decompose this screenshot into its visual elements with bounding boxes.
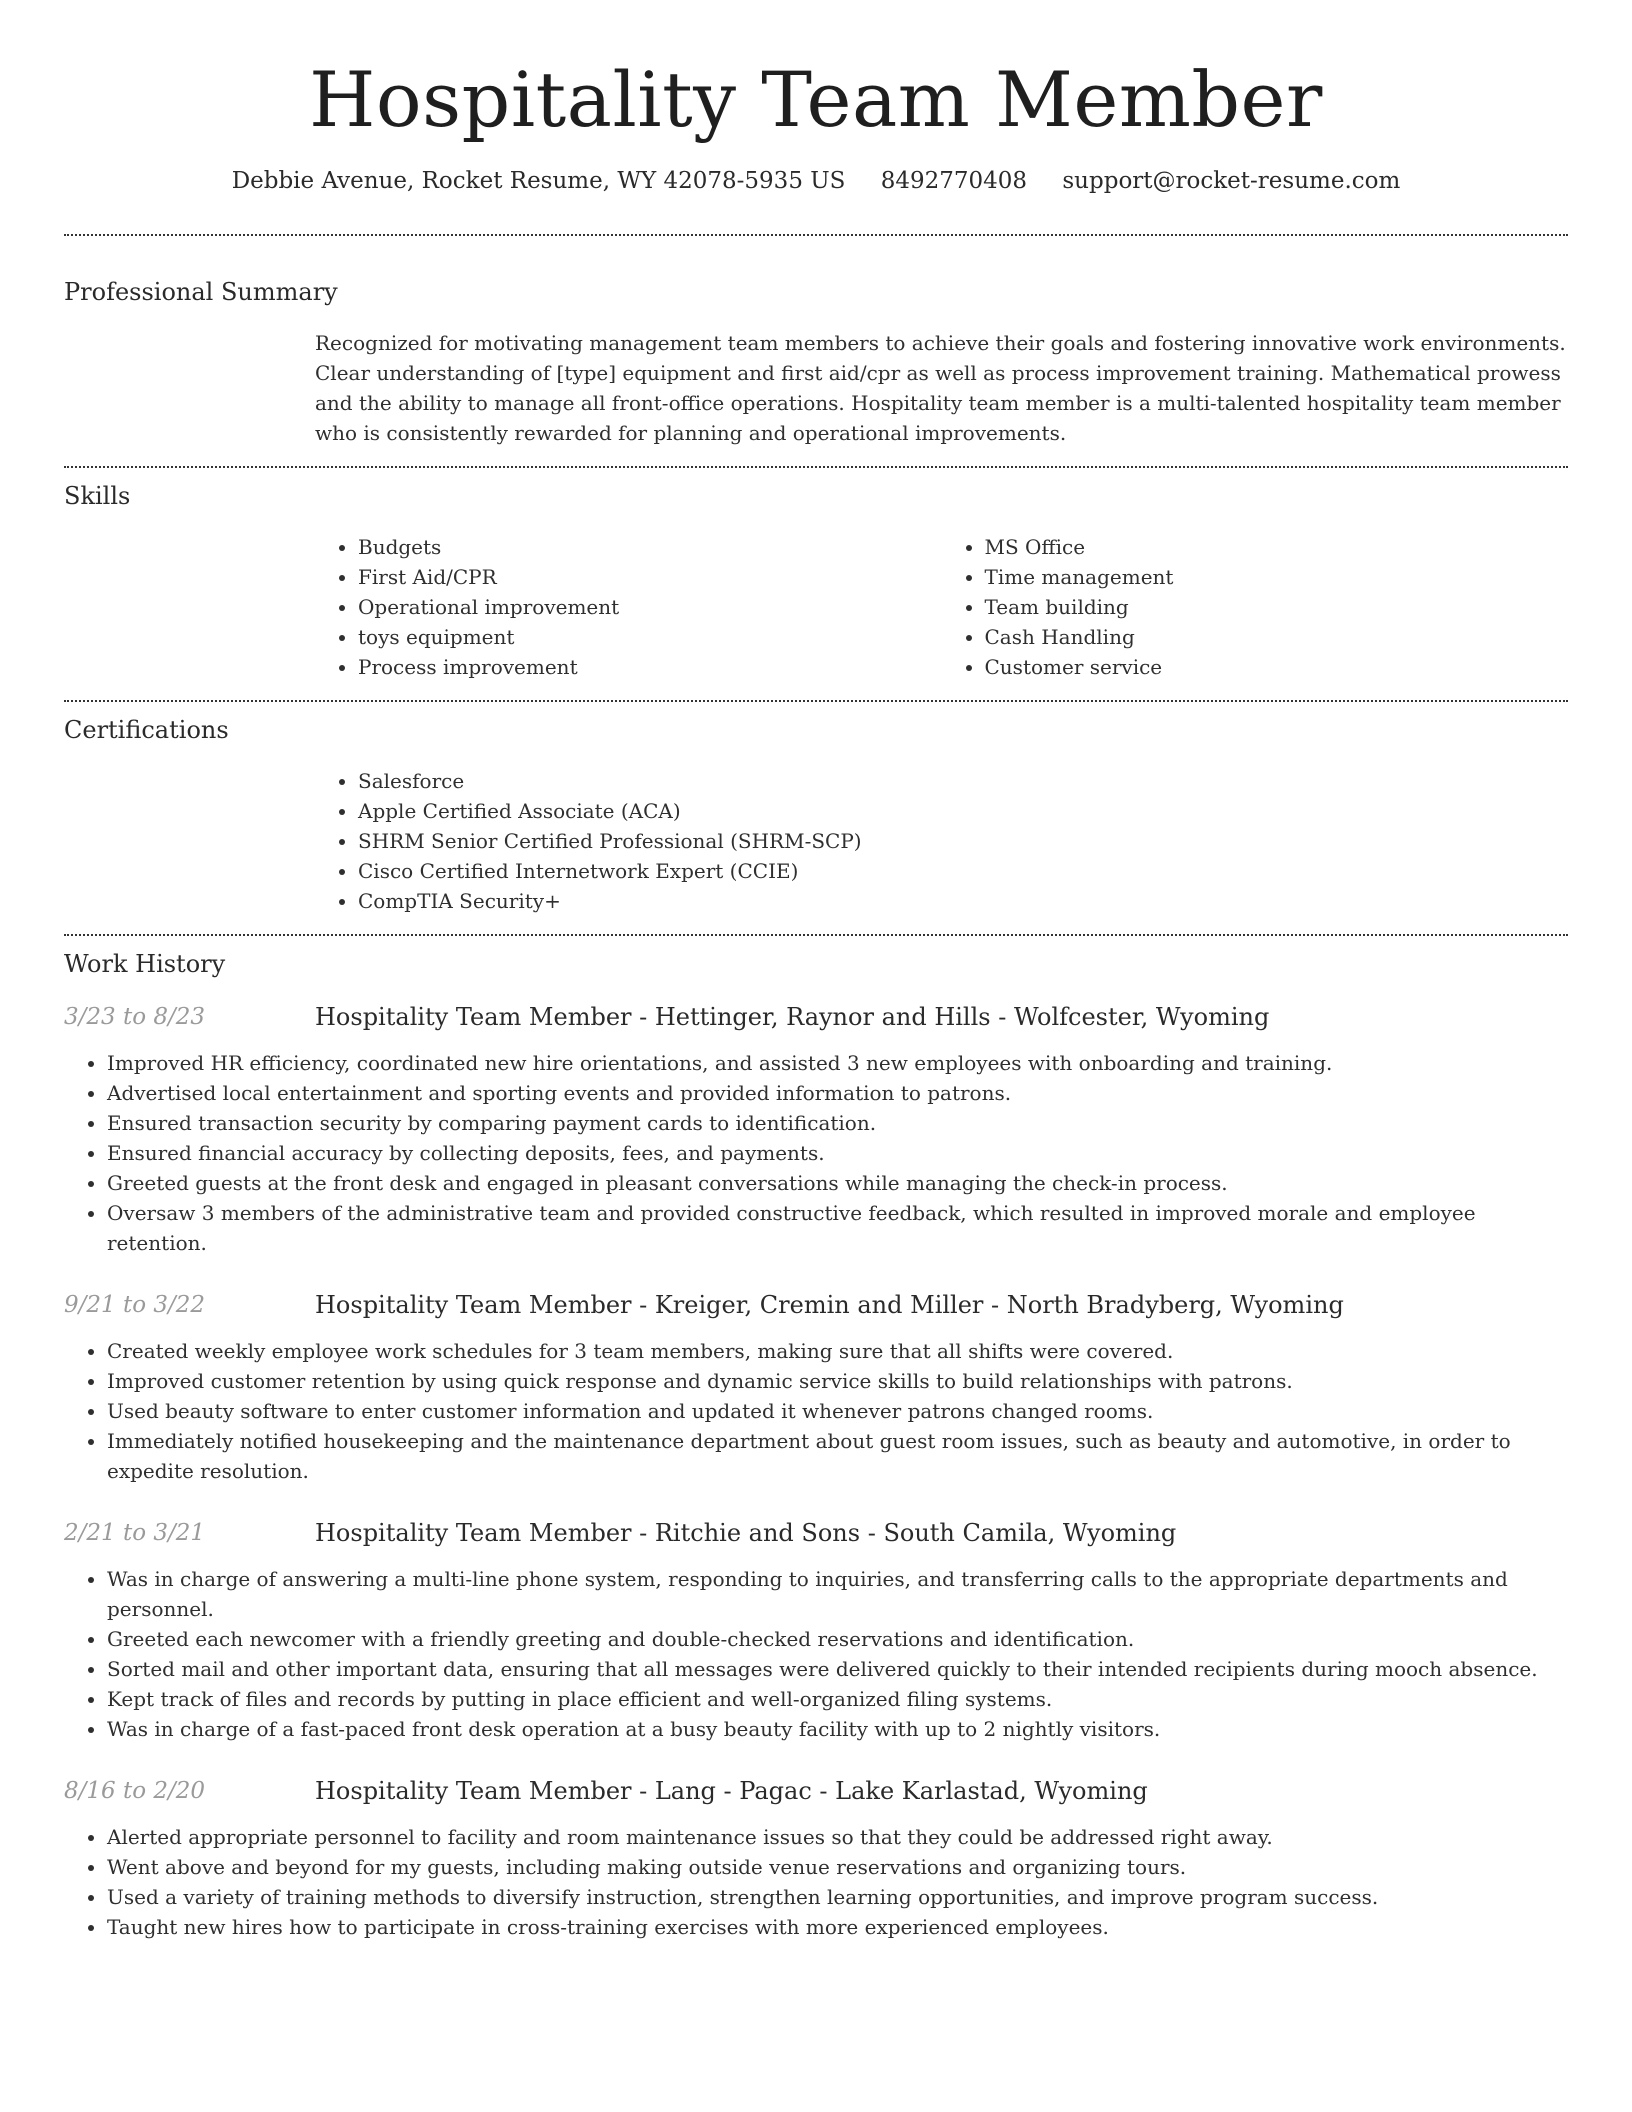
divider [64, 234, 1568, 236]
list-item: • Created weekly employee work schedules for 3 team members, making sure that all shifts were covered. [107, 1336, 1568, 1366]
job-title: Hospitality Team Member - Kreiger, Cremin and Miller - North Bradyberg, Wyoming [315, 1291, 1344, 1319]
list-item: • Greeted guests at the front desk and engaged in pleasant conversations while managing the check-in process. [107, 1168, 1568, 1198]
contact-line [64, 168, 1568, 194]
list-item: • SHRM Senior Certified Professional (SHRM-SCP) [358, 826, 1568, 856]
job-bullets [64, 1564, 1568, 1744]
job-title: Hospitality Team Member - Hettinger, Raynor and Hills - Wolfcester, Wyoming [315, 1003, 1270, 1031]
divider [64, 466, 1568, 468]
phone: 8492770408 [880, 168, 1028, 194]
job-bullets [64, 1336, 1568, 1486]
list-item: • Improved customer retention by using quick response and dynamic service skills to build relationships with patrons. [107, 1366, 1568, 1396]
email: support@rocket-resume.com [1062, 168, 1401, 194]
list-item: • Went above and beyond for my guests, including making outside venue reservations and organizing tours. [107, 1852, 1568, 1882]
skills-columns [315, 532, 1568, 682]
list-item: • Immediately notified housekeeping and the maintenance department about guest room issues, such as beauty and automotive, in order to expedite resolution. [107, 1426, 1568, 1486]
list-item: • Used a variety of training methods to diversify instruction, strengthen learning opportunities, and improve program success. [107, 1882, 1568, 1912]
list-item: • Alerted appropriate personnel to facility and room maintenance issues so that they could be addressed right away. [107, 1822, 1568, 1852]
list-item: • Time management [985, 562, 1569, 592]
candidate-name: Hospitality Team Member [309, 55, 1323, 144]
list-item: • Cisco Certified Internetwork Expert (CCIE) [358, 856, 1568, 886]
list-item: • Salesforce [358, 766, 1568, 796]
list-item: • Customer service [985, 652, 1569, 682]
list-item: • Greeted each newcomer with a friendly greeting and double-checked reservations and identification. [107, 1624, 1568, 1654]
list-item: • Used beauty software to enter customer information and updated it whenever patrons changed rooms. [107, 1396, 1568, 1426]
list-item: • Ensured financial accuracy by collecting deposits, fees, and payments. [107, 1138, 1568, 1168]
summary-text: Recognized for motivating management team members to achieve their goals and fostering innovative work environments. Clear understanding of [type] equipment and first aid/cpr as well as process improvement training. Mathematical prowess and the ability to manage all front-office operations. Hospitality team member is a multi-talented hospitality team member who is consistently rewarded for planning and operational improvements. [315, 331, 1566, 445]
divider [64, 700, 1568, 702]
list-item: • Was in charge of a fast-paced front desk operation at a busy beauty facility with up to 2 nightly visitors. [107, 1714, 1568, 1744]
section-title-work-history: Work History [64, 950, 226, 978]
section-title-summary: Professional Summary [64, 278, 338, 306]
job-date: 9/21 to 3/22 [64, 1292, 206, 1318]
job-bullets [64, 1822, 1568, 1942]
list-item: • Advertised local entertainment and sporting events and provided information to patrons. [107, 1078, 1568, 1108]
job-entry [64, 1774, 1568, 1942]
list-item: • Team building [985, 592, 1569, 622]
divider [64, 934, 1568, 936]
list-item: • Cash Handling [985, 622, 1569, 652]
list-item: • toys equipment [358, 622, 942, 652]
list-item: • Taught new hires how to participate in cross-training exercises with more experienced employees. [107, 1912, 1568, 1942]
list-item: • Ensured transaction security by comparing payment cards to identification. [107, 1108, 1568, 1138]
certifications-list [315, 766, 1568, 916]
address: Debbie Avenue, Rocket Resume, WY 42078-5935 US [231, 168, 846, 194]
section-title-skills: Skills [64, 482, 131, 510]
list-item: • Apple Certified Associate (ACA) [358, 796, 1568, 826]
list-item: • MS Office [985, 532, 1569, 562]
list-item: • Budgets [358, 532, 942, 562]
job-date: 2/21 to 3/21 [64, 1520, 206, 1546]
job-title: Hospitality Team Member - Lang - Pagac - Lake Karlastad, Wyoming [315, 1777, 1148, 1805]
list-item: • Oversaw 3 members of the administrative team and provided constructive feedback, which resulted in improved morale and employee retention. [107, 1198, 1568, 1258]
skills-list-right [942, 532, 1569, 682]
job-entry [64, 1000, 1568, 1258]
job-bullets [64, 1048, 1568, 1258]
list-item: • Kept track of files and records by putting in place efficient and well-organized filing systems. [107, 1684, 1568, 1714]
list-item: • First Aid/CPR [358, 562, 942, 592]
job-entry [64, 1288, 1568, 1486]
list-item: • Sorted mail and other important data, ensuring that all messages were delivered quickly to their intended recipients during mooch absence. [107, 1654, 1568, 1684]
list-item: • CompTIA Security+ [358, 886, 1568, 916]
job-title: Hospitality Team Member - Ritchie and Sons - South Camila, Wyoming [315, 1519, 1177, 1547]
resume-page [64, 0, 1568, 1942]
list-item: • Was in charge of answering a multi-line phone system, responding to inquiries, and transferring calls to the appropriate departments and personnel. [107, 1564, 1568, 1624]
job-date: 8/16 to 2/20 [64, 1778, 206, 1804]
skills-list-left [315, 532, 942, 682]
list-item: • Process improvement [358, 652, 942, 682]
list-item: • Improved HR efficiency, coordinated new hire orientations, and assisted 3 new employees with onboarding and training. [107, 1048, 1568, 1078]
job-entry [64, 1516, 1568, 1744]
list-item: • Operational improvement [358, 592, 942, 622]
certifications-block [315, 766, 1568, 916]
section-title-certifications: Certifications [64, 716, 229, 744]
job-date: 3/23 to 8/23 [64, 1004, 206, 1030]
